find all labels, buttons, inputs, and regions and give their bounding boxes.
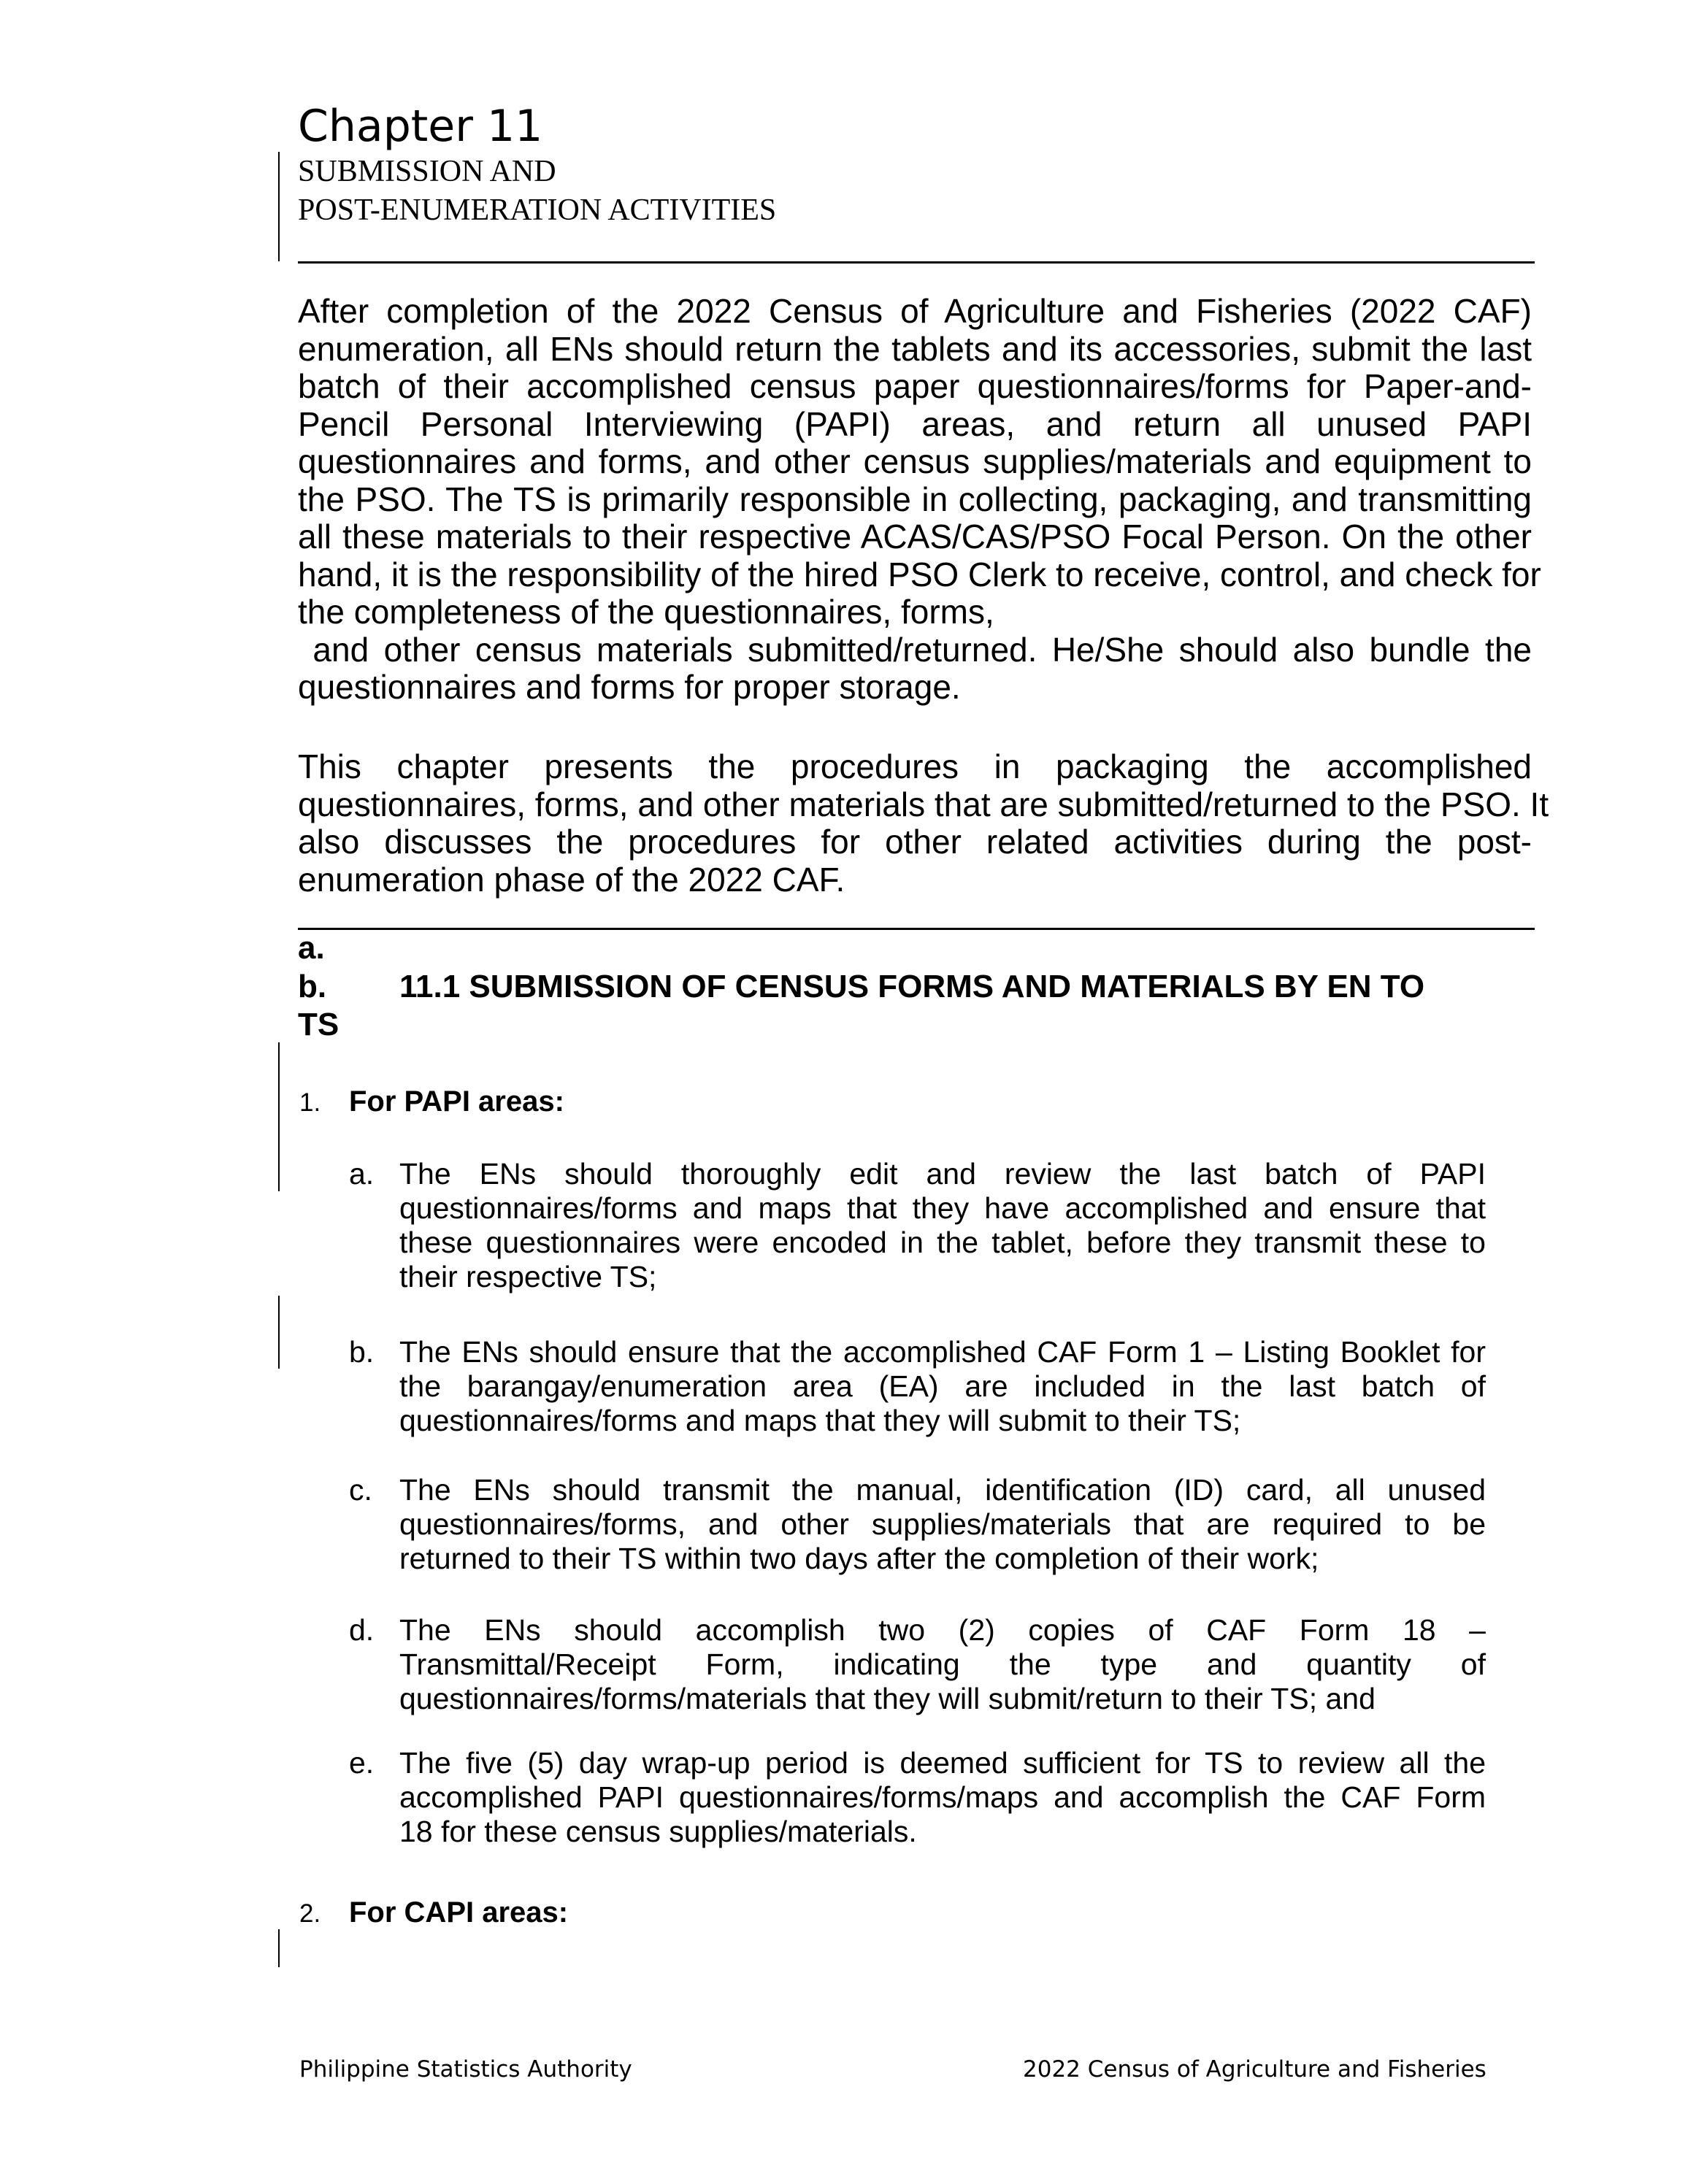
chapter-title: Chapter 11 (298, 101, 543, 152)
text-line: their respective TS; (399, 1260, 657, 1293)
text-line: The ENs should accomplish two (2) copies of CAF Form 18 – (399, 1613, 1486, 1647)
text-line: the completeness of the questionnaires, forms, (298, 593, 994, 631)
text-line: questionnaires and forms for proper storage. (298, 668, 961, 706)
section-label-a: a. (298, 930, 325, 966)
text-line: enumeration, all ENs should return the tablets and its accessories, submit the last (298, 329, 1532, 368)
text-line: questionnaires/forms and maps that they will submit to their TS; (399, 1404, 1241, 1437)
list-item-body (399, 1746, 1486, 1849)
text-line: The ENs should thoroughly edit and review the last batch of PAPI (399, 1157, 1486, 1191)
list-letter: a. (349, 1157, 375, 1191)
text-line: batch of their accomplished census paper questionnaires/forms for Paper-and- (298, 367, 1532, 405)
list-number: 1. (299, 1088, 321, 1117)
footer-organization: Philippine Statistics Authority (299, 2056, 632, 2083)
text-line: The ENs should ensure that the accomplished CAF Form 1 – Listing Booklet for (399, 1335, 1486, 1369)
text-line: and other census materials submitted/returned. He/She should also bundle the (298, 630, 1532, 669)
text-line: the PSO. The TS is primarily responsible in collecting, packaging, and transmitting (298, 480, 1532, 518)
list-item-body (399, 1335, 1486, 1438)
chapter-subtitle-line: SUBMISSION AND (298, 155, 556, 188)
list-item-d (349, 1613, 1486, 1716)
text-line: also discusses the procedures for other related activities during the post- (298, 823, 1532, 861)
text-line: questionnaires/forms/materials that they will submit/return to their TS; and (399, 1682, 1376, 1715)
intro-paragraph-2 (298, 747, 1549, 899)
text-line: questionnaires and forms, and other census supplies/materials and equipment to (298, 442, 1532, 480)
change-bar (278, 1042, 280, 1191)
change-bar (278, 1929, 280, 1967)
text-line: the barangay/enumeration area (EA) are included in the last batch of (399, 1369, 1486, 1403)
change-bar (278, 152, 280, 261)
list-letter: b. (349, 1335, 375, 1369)
text-line: enumeration phase of the 2022 CAF. (298, 860, 845, 899)
section-title: 11.1 SUBMISSION OF CENSUS FORMS AND MATERIALS BY EN TO (399, 968, 1425, 1004)
text-line: questionnaires/forms, and other supplies/materials that are required to be (399, 1507, 1486, 1541)
intro-paragraph-1 (298, 292, 1541, 707)
change-bar (278, 1296, 280, 1369)
papi-heading-text: For PAPI areas: (349, 1085, 564, 1118)
papi-heading (299, 1083, 564, 1121)
footer-document-title: 2022 Census of Agriculture and Fisheries (1023, 2056, 1486, 2083)
list-item-b (349, 1335, 1486, 1438)
text-line: Pencil Personal Interviewing (PAPI) areas, and return all unused PAPI (298, 404, 1532, 443)
list-item-body (399, 1157, 1486, 1294)
text-line: questionnaires, forms, and other materials that are submitted/returned to the PSO. It (298, 785, 1549, 823)
text-line: hand, it is the responsibility of the hired PSO Clerk to receive, control, and check for (298, 555, 1541, 593)
chapter-subtitle-line: POST-ENUMERATION ACTIVITIES (298, 193, 777, 227)
text-line: This chapter presents the procedures in packaging the accomplished (298, 747, 1532, 785)
text-line: all these materials to their respective ACAS/CAS/PSO Focal Person. On the other (298, 518, 1532, 555)
list-number: 2. (299, 1899, 321, 1928)
chapter-subtitle (298, 153, 776, 230)
text-line: 18 for these census supplies/materials. (399, 1815, 917, 1848)
section-title-continued: TS (298, 1007, 339, 1042)
text-line: After completion of the 2022 Census of Agriculture and Fisheries (2022 CAF) (298, 292, 1532, 330)
header-divider (298, 261, 1535, 264)
section-heading (298, 929, 1532, 1045)
text-line: The ENs should transmit the manual, identification (ID) card, all unused (399, 1473, 1486, 1507)
list-item-body (399, 1473, 1486, 1576)
text-line: accomplished PAPI questionnaires/forms/maps and accomplish the CAF Form (399, 1780, 1486, 1814)
text-line: The five (5) day wrap-up period is deemed sufficient for TS to review all the (399, 1746, 1486, 1780)
list-letter: c. (349, 1473, 372, 1507)
section-label-b: b. (298, 968, 327, 1004)
list-item-a (349, 1157, 1486, 1294)
list-letter: e. (349, 1746, 375, 1780)
capi-heading (299, 1894, 568, 1932)
text-line: Transmittal/Receipt Form, indicating the type and quantity of (399, 1647, 1486, 1681)
list-item-c (349, 1473, 1486, 1576)
text-line: questionnaires/forms and maps that they have accomplished and ensure that (399, 1191, 1486, 1225)
text-line: these questionnaires were encoded in the tablet, before they transmit these to (399, 1226, 1486, 1259)
text-line: returned to their TS within two days after the completion of their work; (399, 1542, 1319, 1575)
list-letter: d. (349, 1613, 375, 1647)
list-item-body (399, 1613, 1486, 1716)
list-item-e (349, 1746, 1486, 1849)
capi-heading-text: For CAPI areas: (349, 1896, 569, 1929)
